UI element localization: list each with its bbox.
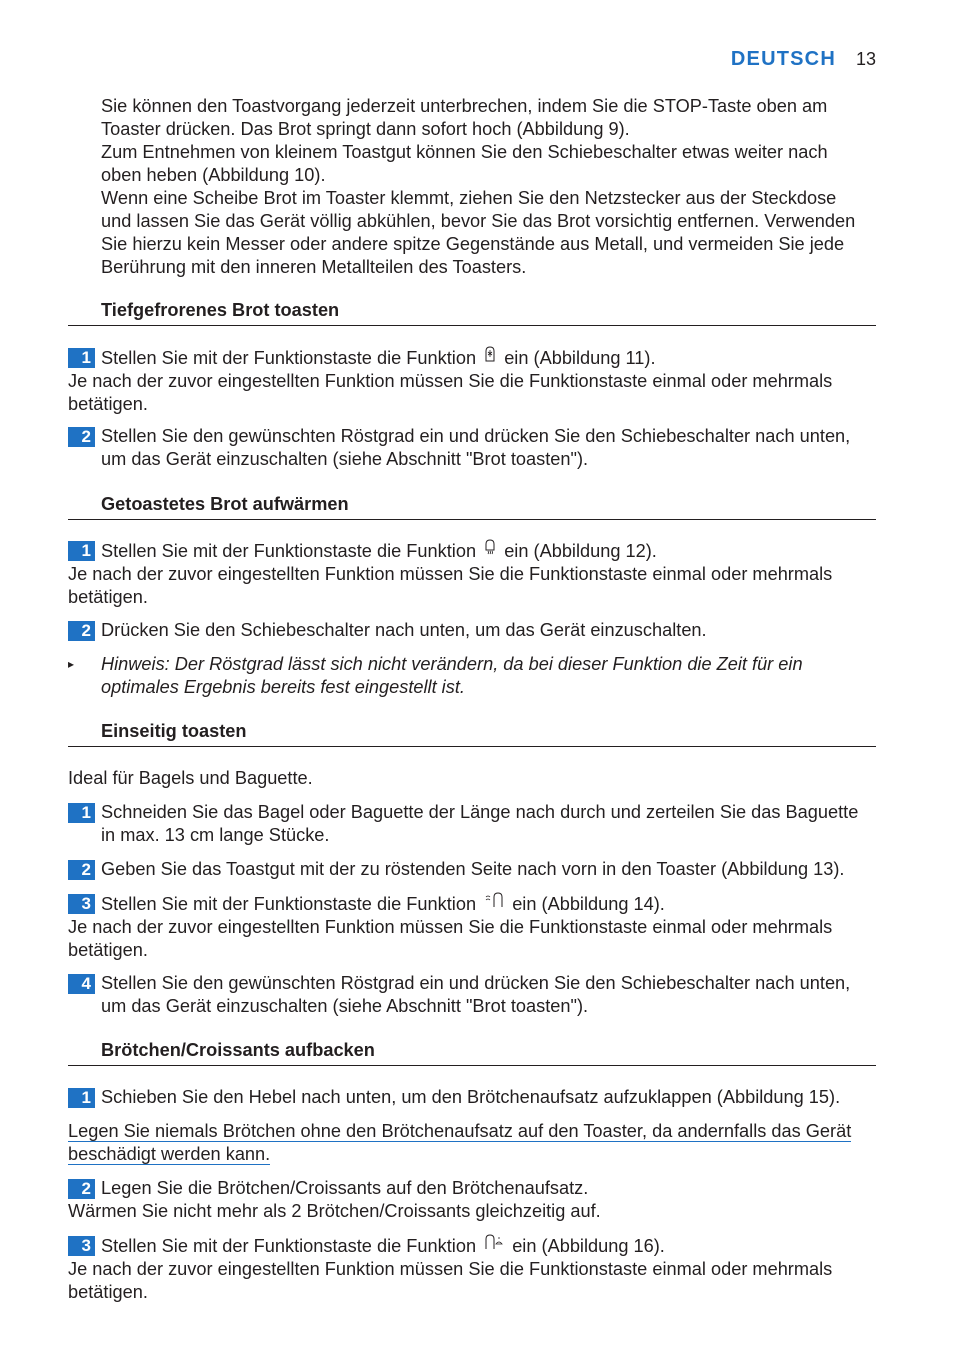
step-subtext: Je nach der zuvor eingestellten Funktion müssen Sie die Funktionstaste einmal oder mehrmals betätigen. [68, 371, 833, 414]
step-subtext: Je nach der zuvor eingestellten Funktion müssen Sie die Funktionstaste einmal oder mehrmals betätigen. [68, 1259, 833, 1302]
step-number: 3 [68, 894, 95, 914]
step-number: 1 [68, 803, 95, 823]
step-number: 2 [68, 621, 95, 641]
step-number: 1 [68, 541, 95, 561]
reheat-step-1 [68, 539, 876, 609]
step-text: Schieben Sie den Hebel nach unten, um den Brötchenaufsatz aufzuklappen (Abbildung 15). [101, 1087, 841, 1107]
section-title-frozen: Tiefgefrorenes Brot toasten [68, 299, 876, 326]
buns-step-2 [68, 1177, 876, 1223]
one-side-step-2 [68, 858, 876, 881]
one-side-step-4 [68, 972, 876, 1018]
section-title-reheat: Getoastetes Brot aufwärmen [68, 493, 876, 520]
step-text: Legen Sie die Brötchen/Croissants auf den Brötchenaufsatz. [101, 1178, 589, 1198]
note-text: Hinweis: Der Röstgrad lässt sich nicht verändern, da bei dieser Funktion die Zeit für ein optimales Ergebnis bereits fest eingestellt ist. [101, 654, 803, 697]
one-side-step-1 [68, 801, 876, 847]
step-text: Stellen Sie den gewünschten Röstgrad ein und drücken Sie den Schiebeschalter nach unten, um das Gerät einzuschalten (siehe Abschnitt "Brot toasten"). [101, 973, 851, 1016]
step-text: ein (Abbildung 11). [504, 348, 656, 368]
buns-step-1 [68, 1086, 876, 1109]
step-text: ein (Abbildung 12). [504, 541, 657, 561]
one-side-intro [68, 767, 876, 790]
intro-text [101, 95, 871, 279]
step-text: Stellen Sie mit der Funktionstaste die Funktion [101, 348, 477, 368]
arrow-bullet-icon: ▸ [68, 657, 75, 671]
section-title-buns: Brötchen/Croissants aufbacken [68, 1039, 876, 1066]
bun-warm-icon [484, 1234, 504, 1257]
intro-paragraph: Sie können den Toastvorgang jederzeit unterbrechen, indem Sie die STOP-Taste oben am Toaster drücken. Das Brot springt dann sofort hoch (Abbildung 9). [101, 96, 828, 139]
step-text: Geben Sie das Toastgut mit der zu röstenden Seite nach vorn in den Toaster (Abbildung 13). [101, 859, 845, 879]
buns-warning [68, 1120, 868, 1166]
step-text: Drücken Sie den Schiebeschalter nach unten, um das Gerät einzuschalten. [101, 620, 707, 640]
step-number: 2 [68, 427, 95, 447]
frozen-step-2 [68, 425, 876, 471]
frozen-step-1 [68, 346, 876, 416]
step-subtext: Je nach der zuvor eingestellten Funktion müssen Sie die Funktionstaste einmal oder mehrmals betätigen. [68, 564, 833, 607]
language-label: DEUTSCH [730, 48, 836, 70]
step-number: 1 [68, 1088, 95, 1108]
step-text: Schneiden Sie das Bagel oder Baguette der Länge nach durch und zerteilen Sie das Baguette in max. 13 cm lange Stücke. [101, 802, 859, 845]
step-text: Stellen Sie mit der Funktionstaste die Funktion [101, 1236, 477, 1256]
step-subtext: Je nach der zuvor eingestellten Funktion müssen Sie die Funktionstaste einmal oder mehrmals betätigen. [68, 917, 833, 960]
step-text: Stellen Sie mit der Funktionstaste die Funktion [101, 541, 477, 561]
step-subtext: Wärmen Sie nicht mehr als 2 Brötchen/Croissants gleichzeitig auf. [68, 1201, 601, 1221]
intro-paragraph: Zum Entnehmen von kleinem Toastgut können Sie den Schiebeschalter etwas weiter nach oben heben (Abbildung 10). [101, 142, 828, 185]
step-text: Stellen Sie den gewünschten Röstgrad ein und drücken Sie den Schiebeschalter nach unten, um das Gerät einzuschalten (siehe Abschnitt "Brot toasten"). [101, 426, 851, 469]
step-text: Stellen Sie mit der Funktionstaste die Funktion [101, 894, 477, 914]
section-intro: Ideal für Bagels und Baguette. [68, 768, 313, 788]
reheat-icon [484, 539, 496, 562]
page-number: 13 [855, 49, 876, 69]
step-number: 4 [68, 974, 95, 994]
reheat-note [68, 653, 876, 699]
step-text: ein (Abbildung 16). [512, 1236, 665, 1256]
intro-paragraph: Wenn eine Scheibe Brot im Toaster klemmt, ziehen Sie den Netzstecker aus der Steckdose und lassen Sie das Gerät völlig abkühlen, bevor Sie das Brot vorsichtig entfernen. Verwenden Sie hierzu kein Messer oder andere spitze Gegenstände aus Metall, und vermeiden Sie jede Berührung mit den inneren Metallteilen des Toasters. [101, 188, 856, 277]
warning-text: Legen Sie niemals Brötchen ohne den Brötchenaufsatz auf den Toaster, da andernfalls das Gerät beschädigt werden kann. [68, 1121, 852, 1164]
buns-step-3 [68, 1234, 876, 1304]
step-text: ein (Abbildung 14). [512, 894, 665, 914]
step-number: 3 [68, 1236, 95, 1256]
page-header [731, 48, 876, 71]
step-number: 2 [68, 860, 95, 880]
reheat-step-2 [68, 619, 876, 642]
one-side-step-3 [68, 892, 876, 962]
one-side-icon [484, 892, 504, 915]
frozen-icon [484, 346, 496, 369]
step-number: 1 [68, 348, 95, 368]
section-title-one-side: Einseitig toasten [68, 720, 876, 747]
step-number: 2 [68, 1179, 95, 1199]
